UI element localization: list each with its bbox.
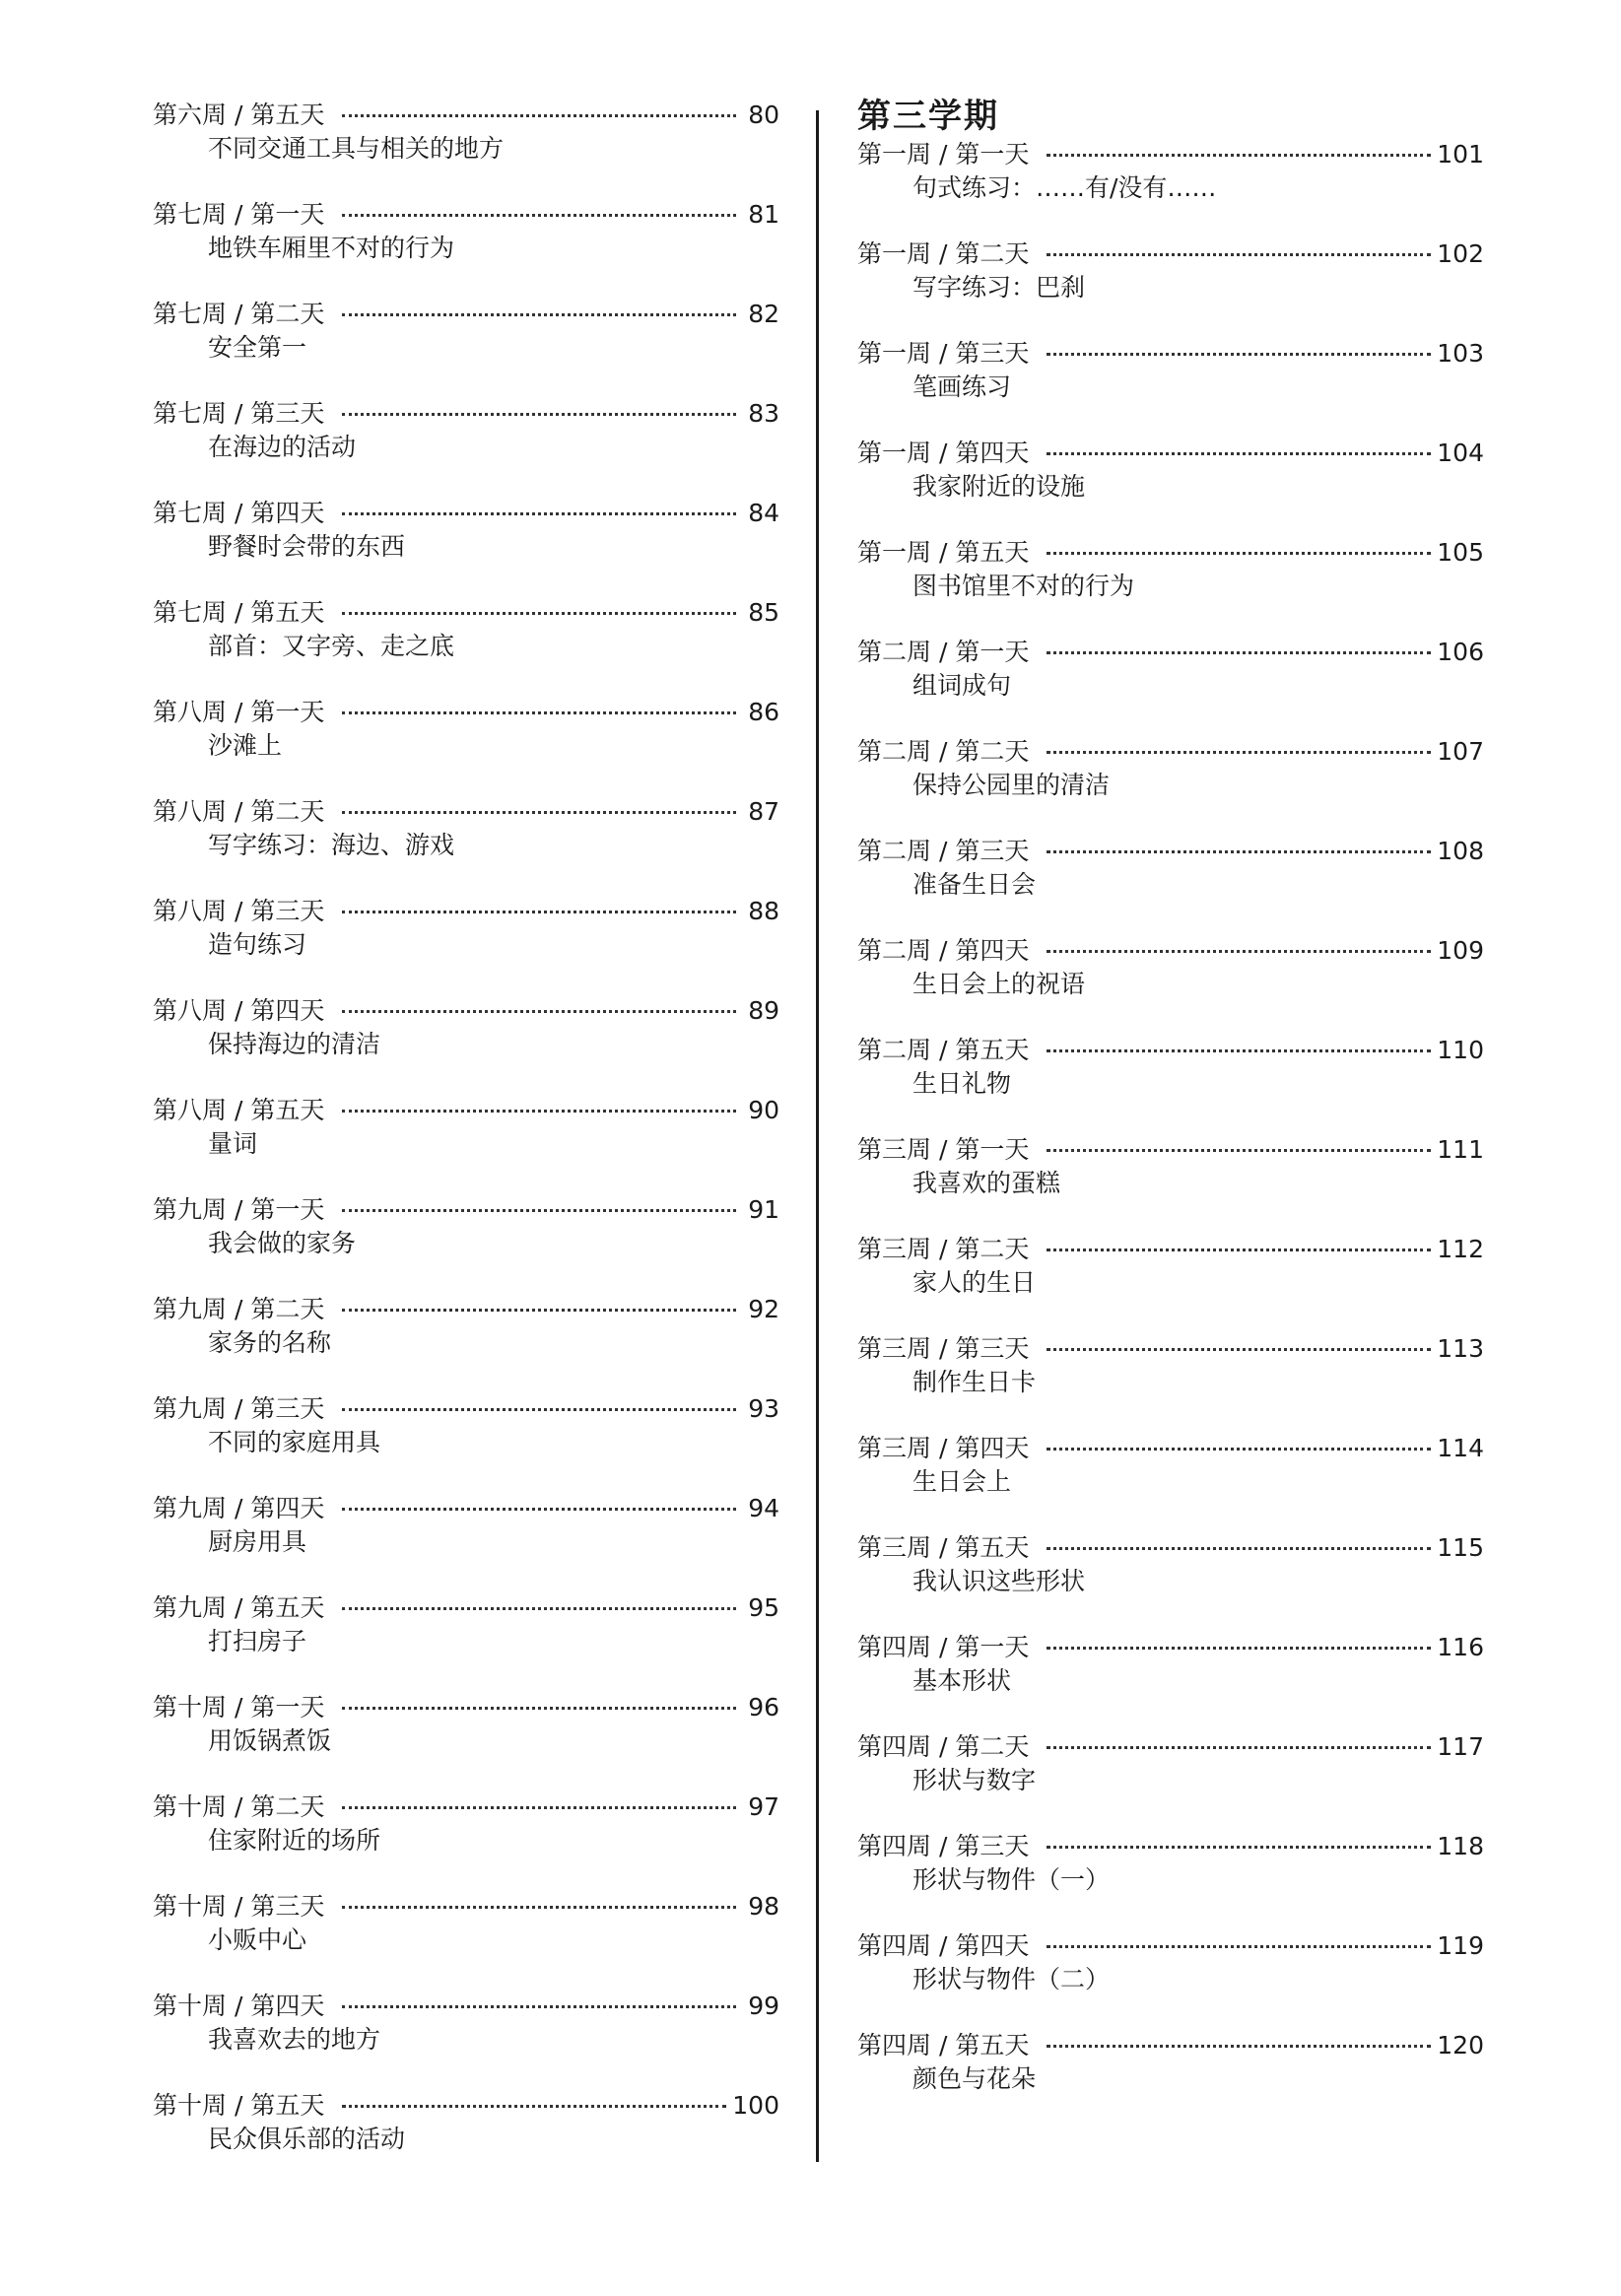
- toc-entry-label: 第二周 / 第五天: [857, 1036, 1030, 1064]
- toc-entry-page-number: 88: [748, 897, 779, 925]
- toc-entry-page-number: 113: [1437, 1334, 1484, 1363]
- toc-entry-label: 第二周 / 第三天: [857, 837, 1030, 865]
- toc-entry-page-number: 117: [1437, 1732, 1484, 1761]
- toc-entry-label: 第九周 / 第二天: [153, 1295, 325, 1323]
- dot-leader: [342, 1607, 736, 1610]
- column-divider: [816, 110, 819, 2162]
- toc-entry-heading: [857, 437, 1484, 470]
- toc-entry[interactable]: [857, 1133, 1484, 1233]
- toc-entry[interactable]: [857, 2029, 1484, 2128]
- toc-entry-label: 第八周 / 第二天: [153, 797, 325, 826]
- toc-entry[interactable]: [857, 1730, 1484, 1830]
- toc-entry-heading: [857, 536, 1484, 570]
- toc-entry-title: 厨房用具: [208, 1527, 307, 1556]
- dot-leader: [342, 1408, 736, 1411]
- toc-entry-title: 不同交通工具与相关的地方: [208, 134, 505, 163]
- dot-leader: [342, 1806, 736, 1809]
- toc-entry-label: 第三周 / 第四天: [857, 1434, 1030, 1462]
- toc-entry-heading: [153, 1392, 779, 1426]
- toc-entry-page-number: 120: [1437, 2031, 1484, 2060]
- toc-entry[interactable]: [153, 1193, 779, 1293]
- toc-entry-heading: [857, 735, 1484, 769]
- toc-entry[interactable]: [857, 1432, 1484, 1531]
- toc-entry-title: 部首：又字旁、走之底: [208, 632, 455, 660]
- toc-entry-page-number: 118: [1437, 1832, 1484, 1860]
- toc-entry-page-number: 85: [748, 598, 779, 627]
- toc-entry-title: 我认识这些形状: [912, 1567, 1086, 1595]
- toc-entry[interactable]: [153, 298, 779, 397]
- dot-leader: [342, 1906, 736, 1909]
- dot-leader: [342, 911, 736, 913]
- toc-entry-title: 打扫房子: [208, 1627, 307, 1655]
- dot-leader: [1047, 2045, 1431, 2048]
- toc-entry-heading: [153, 1790, 779, 1824]
- toc-entry-title: 写字练习：巴刹: [912, 273, 1086, 302]
- toc-entry[interactable]: [857, 138, 1484, 237]
- toc-entry[interactable]: [153, 994, 779, 1094]
- toc-entry-heading: [153, 298, 779, 331]
- toc-entry-title: 生日会上: [912, 1467, 1012, 1496]
- toc-entry-page-number: 92: [748, 1295, 779, 1323]
- toc-entry-page-number: 90: [748, 1096, 779, 1124]
- toc-entry-label: 第一周 / 第五天: [857, 538, 1030, 567]
- toc-entry-heading: [153, 1691, 779, 1724]
- toc-entry-title: 用饭锅煮饭: [208, 1726, 332, 1755]
- dot-leader: [342, 2005, 736, 2008]
- toc-entry[interactable]: [857, 1929, 1484, 2029]
- toc-entry-title: 形状与数字: [912, 1766, 1037, 1794]
- toc-entry-title: 住家附近的场所: [208, 1826, 381, 1855]
- toc-entry-title: 安全第一: [208, 333, 307, 362]
- dot-leader: [1047, 253, 1431, 256]
- toc-entry-heading: [857, 1332, 1484, 1366]
- toc-entry-page-number: 96: [748, 1693, 779, 1722]
- toc-entry-title: 图书馆里不对的行为: [912, 572, 1135, 600]
- dot-leader: [1047, 552, 1431, 555]
- toc-entry[interactable]: [153, 397, 779, 497]
- toc-entry-label: 第四周 / 第一天: [857, 1633, 1030, 1661]
- toc-entry-page-number: 110: [1437, 1036, 1484, 1064]
- toc-entry[interactable]: [153, 497, 779, 596]
- dot-leader: [342, 114, 736, 117]
- dot-leader: [1047, 154, 1431, 157]
- toc-entry-page-number: 111: [1437, 1135, 1484, 1164]
- toc-entry-title: 写字练习：海边、游戏: [208, 831, 455, 859]
- dot-leader: [1047, 1945, 1431, 1948]
- toc-entry-title: 生日礼物: [912, 1069, 1012, 1098]
- dot-leader: [1047, 850, 1431, 853]
- toc-entry-title: 句式练习：……有/没有……: [912, 173, 1217, 202]
- toc-entry-label: 第四周 / 第四天: [857, 1931, 1030, 1960]
- dot-leader: [342, 811, 736, 814]
- toc-entry-heading: [153, 1094, 779, 1127]
- section-title: 第三学期: [857, 97, 999, 136]
- dot-leader: [1047, 1846, 1431, 1849]
- toc-entry-label: 第十周 / 第一天: [153, 1693, 325, 1722]
- toc-entry-heading: [153, 397, 779, 431]
- dot-leader: [342, 1508, 736, 1511]
- toc-entry-label: 第八周 / 第五天: [153, 1096, 325, 1124]
- toc-entry[interactable]: [153, 2089, 779, 2189]
- toc-entry-heading: [153, 596, 779, 630]
- toc-entry-label: 第一周 / 第一天: [857, 140, 1030, 169]
- toc-entry-title: 基本形状: [912, 1666, 1012, 1695]
- toc-entry-page-number: 107: [1437, 737, 1484, 766]
- toc-entry-label: 第七周 / 第二天: [153, 300, 325, 328]
- toc-entry-heading: [153, 198, 779, 232]
- toc-entry-label: 第三周 / 第三天: [857, 1334, 1030, 1363]
- toc-entry-heading: [857, 237, 1484, 271]
- toc-entry-heading: [153, 1990, 779, 2023]
- toc-entry[interactable]: [153, 1392, 779, 1492]
- toc-entry-heading: [153, 1890, 779, 1924]
- dot-leader: [342, 612, 736, 615]
- toc-entry-title: 家务的名称: [208, 1328, 332, 1357]
- toc-entry-label: 第九周 / 第五天: [153, 1593, 325, 1622]
- toc-entry-page-number: 89: [748, 996, 779, 1025]
- toc-entry-label: 第一周 / 第三天: [857, 339, 1030, 368]
- toc-entry-page-number: 115: [1437, 1533, 1484, 1562]
- toc-entry[interactable]: [153, 1094, 779, 1193]
- toc-entry[interactable]: [857, 437, 1484, 536]
- toc-entry-heading: [857, 1929, 1484, 1963]
- toc-entry-page-number: 114: [1437, 1434, 1484, 1462]
- toc-entry-label: 第八周 / 第三天: [153, 897, 325, 925]
- toc-entry[interactable]: [153, 1790, 779, 1890]
- toc-entry-page-number: 91: [748, 1195, 779, 1224]
- toc-entry[interactable]: [857, 934, 1484, 1034]
- toc-entry-label: 第十周 / 第四天: [153, 1992, 325, 2020]
- toc-entry-heading: [857, 1730, 1484, 1764]
- toc-entry-label: 第七周 / 第四天: [153, 499, 325, 527]
- toc-entry-page-number: 103: [1437, 339, 1484, 368]
- toc-entry-page-number: 116: [1437, 1633, 1484, 1661]
- toc-entry-label: 第二周 / 第二天: [857, 737, 1030, 766]
- toc-entry-label: 第八周 / 第一天: [153, 698, 325, 726]
- toc-entry-label: 第四周 / 第二天: [857, 1732, 1030, 1761]
- toc-entry[interactable]: [153, 1890, 779, 1990]
- toc-entry-title: 民众俱乐部的活动: [208, 2125, 406, 2153]
- toc-entry-title: 保持公园里的清洁: [912, 771, 1111, 799]
- toc-entry-heading: [153, 497, 779, 530]
- toc-entry[interactable]: [153, 198, 779, 298]
- toc-entry[interactable]: [857, 1531, 1484, 1631]
- toc-entry-page-number: 97: [748, 1792, 779, 1821]
- toc-entry-heading: [153, 1293, 779, 1326]
- toc-entry-label: 第四周 / 第五天: [857, 2031, 1030, 2060]
- dot-leader: [1047, 1448, 1431, 1451]
- toc-entry-label: 第七周 / 第一天: [153, 200, 325, 229]
- toc-entry-page-number: 86: [748, 698, 779, 726]
- toc-entry[interactable]: [153, 1591, 779, 1691]
- dot-leader: [342, 313, 736, 316]
- toc-entry-page-number: 82: [748, 300, 779, 328]
- toc-entry-label: 第九周 / 第一天: [153, 1195, 325, 1224]
- toc-entry-label: 第二周 / 第四天: [857, 936, 1030, 965]
- toc-entry-label: 第三周 / 第一天: [857, 1135, 1030, 1164]
- dot-leader: [342, 512, 736, 515]
- toc-entry-title: 我家附近的设施: [912, 472, 1086, 501]
- toc-entry-heading: [857, 1531, 1484, 1565]
- toc-entry-label: 第三周 / 第五天: [857, 1533, 1030, 1562]
- toc-entry[interactable]: [153, 696, 779, 795]
- toc-entry[interactable]: [153, 99, 779, 198]
- right-column: [857, 99, 1484, 2128]
- dot-leader: [342, 711, 736, 714]
- toc-entry-title: 不同的家庭用具: [208, 1428, 381, 1456]
- toc-entry[interactable]: [857, 735, 1484, 835]
- toc-entry[interactable]: [857, 1830, 1484, 1929]
- toc-entry-heading: [857, 636, 1484, 669]
- toc-entry-label: 第四周 / 第三天: [857, 1832, 1030, 1860]
- toc-entry-title: 我会做的家务: [208, 1229, 357, 1257]
- dot-leader: [342, 1707, 736, 1710]
- toc-entry-title: 家人的生日: [912, 1268, 1037, 1297]
- toc-entry-label: 第九周 / 第四天: [153, 1494, 325, 1522]
- toc-entry-label: 第二周 / 第一天: [857, 638, 1030, 666]
- dot-leader: [342, 214, 736, 217]
- toc-entry-title: 在海边的活动: [208, 433, 357, 461]
- dot-leader: [1047, 1149, 1431, 1152]
- toc-entry-label: 第七周 / 第三天: [153, 399, 325, 428]
- left-column: [153, 99, 779, 2189]
- toc-entry-heading: [857, 1133, 1484, 1167]
- toc-entry[interactable]: [857, 1034, 1484, 1133]
- toc-entry-label: 第六周 / 第五天: [153, 101, 325, 129]
- toc-entry-title: 小贩中心: [208, 1925, 307, 1954]
- toc-entry-title: 沙滩上: [208, 731, 283, 760]
- toc-entry-label: 第三周 / 第二天: [857, 1235, 1030, 1263]
- toc-entry-heading: [153, 2089, 779, 2123]
- dot-leader: [342, 413, 736, 416]
- toc-entry-heading: [857, 337, 1484, 371]
- toc-entry[interactable]: [153, 795, 779, 895]
- toc-entry-label: 第十周 / 第五天: [153, 2091, 325, 2120]
- dot-leader: [1047, 651, 1431, 654]
- toc-entry[interactable]: [857, 337, 1484, 437]
- toc-entry-title: 制作生日卡: [912, 1368, 1037, 1396]
- dot-leader: [1047, 1249, 1431, 1251]
- toc-entry-title: 量词: [208, 1129, 258, 1158]
- toc-entry[interactable]: [857, 636, 1484, 735]
- toc-entry[interactable]: [857, 536, 1484, 636]
- toc-entry[interactable]: [153, 596, 779, 696]
- toc-entry-heading: [857, 1034, 1484, 1067]
- toc-entry-title: 造句练习: [208, 930, 307, 959]
- toc-entry-heading: [857, 835, 1484, 868]
- toc-entry[interactable]: [153, 1691, 779, 1790]
- dot-leader: [342, 1309, 736, 1312]
- toc-entry-title: 颜色与花朵: [912, 2064, 1037, 2093]
- toc-entry-heading: [857, 1830, 1484, 1863]
- toc-entry-page-number: 99: [748, 1992, 779, 2020]
- toc-entry-page-number: 101: [1437, 140, 1484, 169]
- toc-entry[interactable]: [857, 1332, 1484, 1432]
- toc-entry-page-number: 98: [748, 1892, 779, 1921]
- dot-leader: [342, 2105, 726, 2108]
- toc-entry-title: 组词成句: [912, 671, 1012, 700]
- toc-entry-page-number: 102: [1437, 239, 1484, 268]
- toc-entry-heading: [153, 895, 779, 928]
- dot-leader: [1047, 950, 1431, 953]
- toc-entry-label: 第一周 / 第二天: [857, 239, 1030, 268]
- toc-entry-page-number: 93: [748, 1394, 779, 1423]
- toc-entry-title: 保持海边的清洁: [208, 1030, 381, 1058]
- toc-entry-label: 第十周 / 第三天: [153, 1892, 325, 1921]
- toc-entry-page-number: 108: [1437, 837, 1484, 865]
- toc-entry-heading: [857, 1233, 1484, 1266]
- toc-entry-label: 第九周 / 第三天: [153, 1394, 325, 1423]
- toc-entry-title: 我喜欢的蛋糕: [912, 1169, 1061, 1197]
- toc-entry-page-number: 87: [748, 797, 779, 826]
- toc-entry-heading: [857, 1631, 1484, 1664]
- dot-leader: [1047, 1049, 1431, 1052]
- toc-entry-heading: [153, 795, 779, 829]
- dot-leader: [1047, 1547, 1431, 1550]
- toc-entry[interactable]: [857, 1631, 1484, 1730]
- toc-entry-label: 第七周 / 第五天: [153, 598, 325, 627]
- dot-leader: [1047, 1746, 1431, 1749]
- dot-leader: [342, 1209, 736, 1212]
- dot-leader: [1047, 353, 1431, 356]
- toc-entry-heading: [857, 2029, 1484, 2062]
- dot-leader: [1047, 452, 1431, 455]
- toc-entry[interactable]: [153, 895, 779, 994]
- toc-entry-heading: [153, 1193, 779, 1227]
- dot-leader: [1047, 1348, 1431, 1351]
- toc-entry-heading: [153, 1591, 779, 1625]
- toc-entry-page-number: 83: [748, 399, 779, 428]
- dot-leader: [342, 1010, 736, 1013]
- toc-entry-heading: [153, 696, 779, 729]
- dot-leader: [1047, 1647, 1431, 1650]
- toc-entry-page-number: 84: [748, 499, 779, 527]
- toc-entry[interactable]: [153, 1492, 779, 1591]
- toc-entry-title: 地铁车厢里不对的行为: [208, 234, 455, 262]
- toc-entry-page-number: 109: [1437, 936, 1484, 965]
- toc-entry-label: 第十周 / 第二天: [153, 1792, 325, 1821]
- toc-entry-page-number: 106: [1437, 638, 1484, 666]
- toc-entry[interactable]: [153, 1990, 779, 2089]
- toc-entry-title: 生日会上的祝语: [912, 970, 1086, 998]
- dot-leader: [342, 1110, 736, 1113]
- toc-entry-heading: [153, 994, 779, 1028]
- toc-entry-label: 第一周 / 第四天: [857, 439, 1030, 467]
- toc-entry-page-number: 94: [748, 1494, 779, 1522]
- toc-entry-label: 第八周 / 第四天: [153, 996, 325, 1025]
- toc-entry-page-number: 100: [732, 2091, 779, 2120]
- toc-entry-page-number: 81: [748, 200, 779, 229]
- toc-entry-page-number: 80: [748, 101, 779, 129]
- toc-entry[interactable]: [857, 1233, 1484, 1332]
- toc-entry-title: 野餐时会带的东西: [208, 532, 406, 561]
- toc-entry[interactable]: [857, 835, 1484, 934]
- toc-entry-title: 形状与物件（一）: [912, 1865, 1111, 1894]
- toc-entry-title: 准备生日会: [912, 870, 1037, 899]
- toc-entry-page-number: 105: [1437, 538, 1484, 567]
- toc-entry-heading: [857, 1432, 1484, 1465]
- dot-leader: [1047, 751, 1431, 754]
- toc-entry-title: 笔画练习: [912, 372, 1012, 401]
- toc-entry-heading: [857, 934, 1484, 968]
- toc-entry-page-number: 104: [1437, 439, 1484, 467]
- toc-entry-heading: [857, 138, 1484, 171]
- toc-entry-title: 我喜欢去的地方: [208, 2025, 381, 2054]
- toc-entry-page-number: 112: [1437, 1235, 1484, 1263]
- toc-entry-page-number: 119: [1437, 1931, 1484, 1960]
- toc-entry-heading: [153, 1492, 779, 1525]
- toc-entry-title: 形状与物件（二）: [912, 1965, 1111, 1993]
- toc-entry[interactable]: [153, 1293, 779, 1392]
- toc-entry-heading: [153, 99, 779, 132]
- toc-entry-page-number: 95: [748, 1593, 779, 1622]
- toc-entry[interactable]: [857, 237, 1484, 337]
